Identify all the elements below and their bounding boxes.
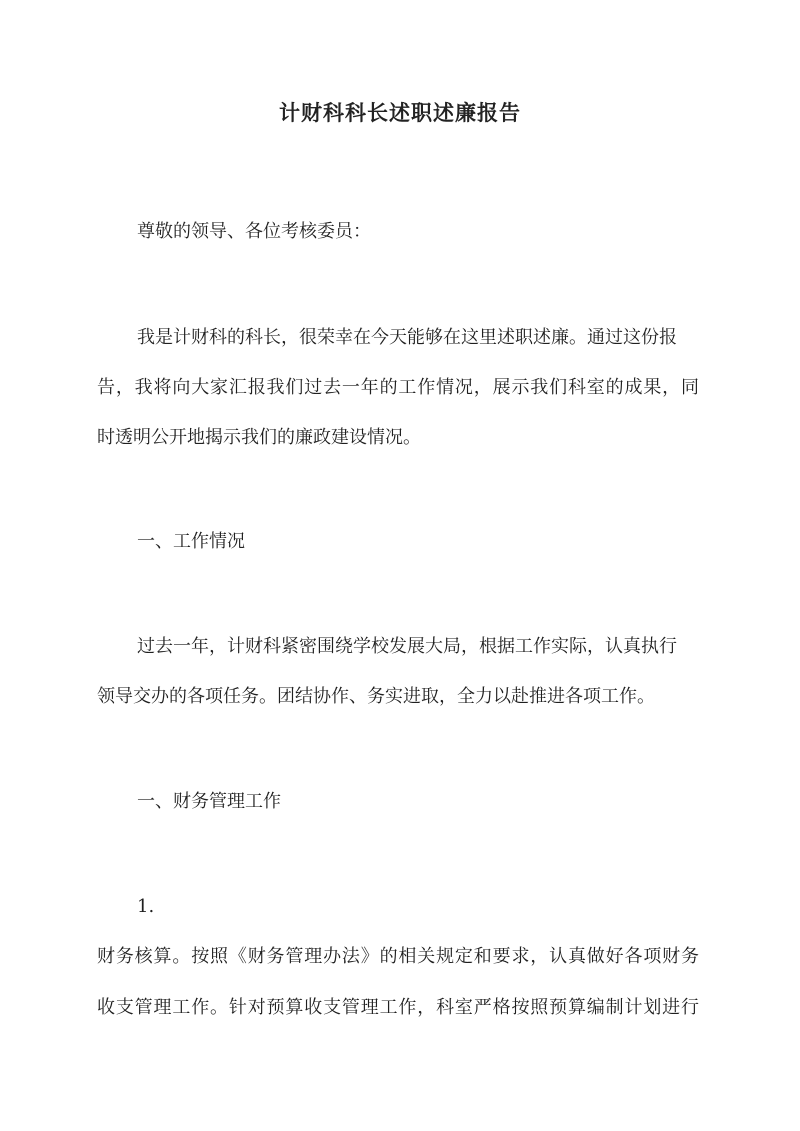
section-heading-finance: 一、财务管理工作: [137, 791, 281, 812]
document-title: 计财科科长述职述廉报告: [279, 100, 521, 125]
item-body-line-1: 财务核算。按照《财务管理办法》的相关规定和要求，认真做好各项财务: [97, 946, 699, 967]
intro-line-3: 时透明公开地揭示我们的廉政建设情况。: [97, 427, 421, 448]
work-body-line-1: 过去一年，计财科紧密围绕学校发展大局，根据工作实际，认真执行: [137, 636, 677, 657]
intro-line-2: 告，我将向大家汇报我们过去一年的工作情况，展示我们科室的成果，同: [97, 377, 699, 398]
salutation: 尊敬的领导、各位考核委员：: [137, 221, 371, 242]
work-body-line-2: 领导交办的各项任务。团结协作、务实进取，全力以赴推进各项工作。: [97, 686, 655, 707]
intro-line-1: 我是计财科的科长，很荣幸在今天能够在这里述职述廉。通过这份报: [137, 327, 677, 348]
item-body-line-2: 收支管理工作。针对预算收支管理工作，科室严格按照预算编制计划进行: [97, 997, 699, 1018]
section-heading-work: 一、工作情况: [137, 531, 245, 552]
item-number: 1.: [137, 896, 155, 917]
